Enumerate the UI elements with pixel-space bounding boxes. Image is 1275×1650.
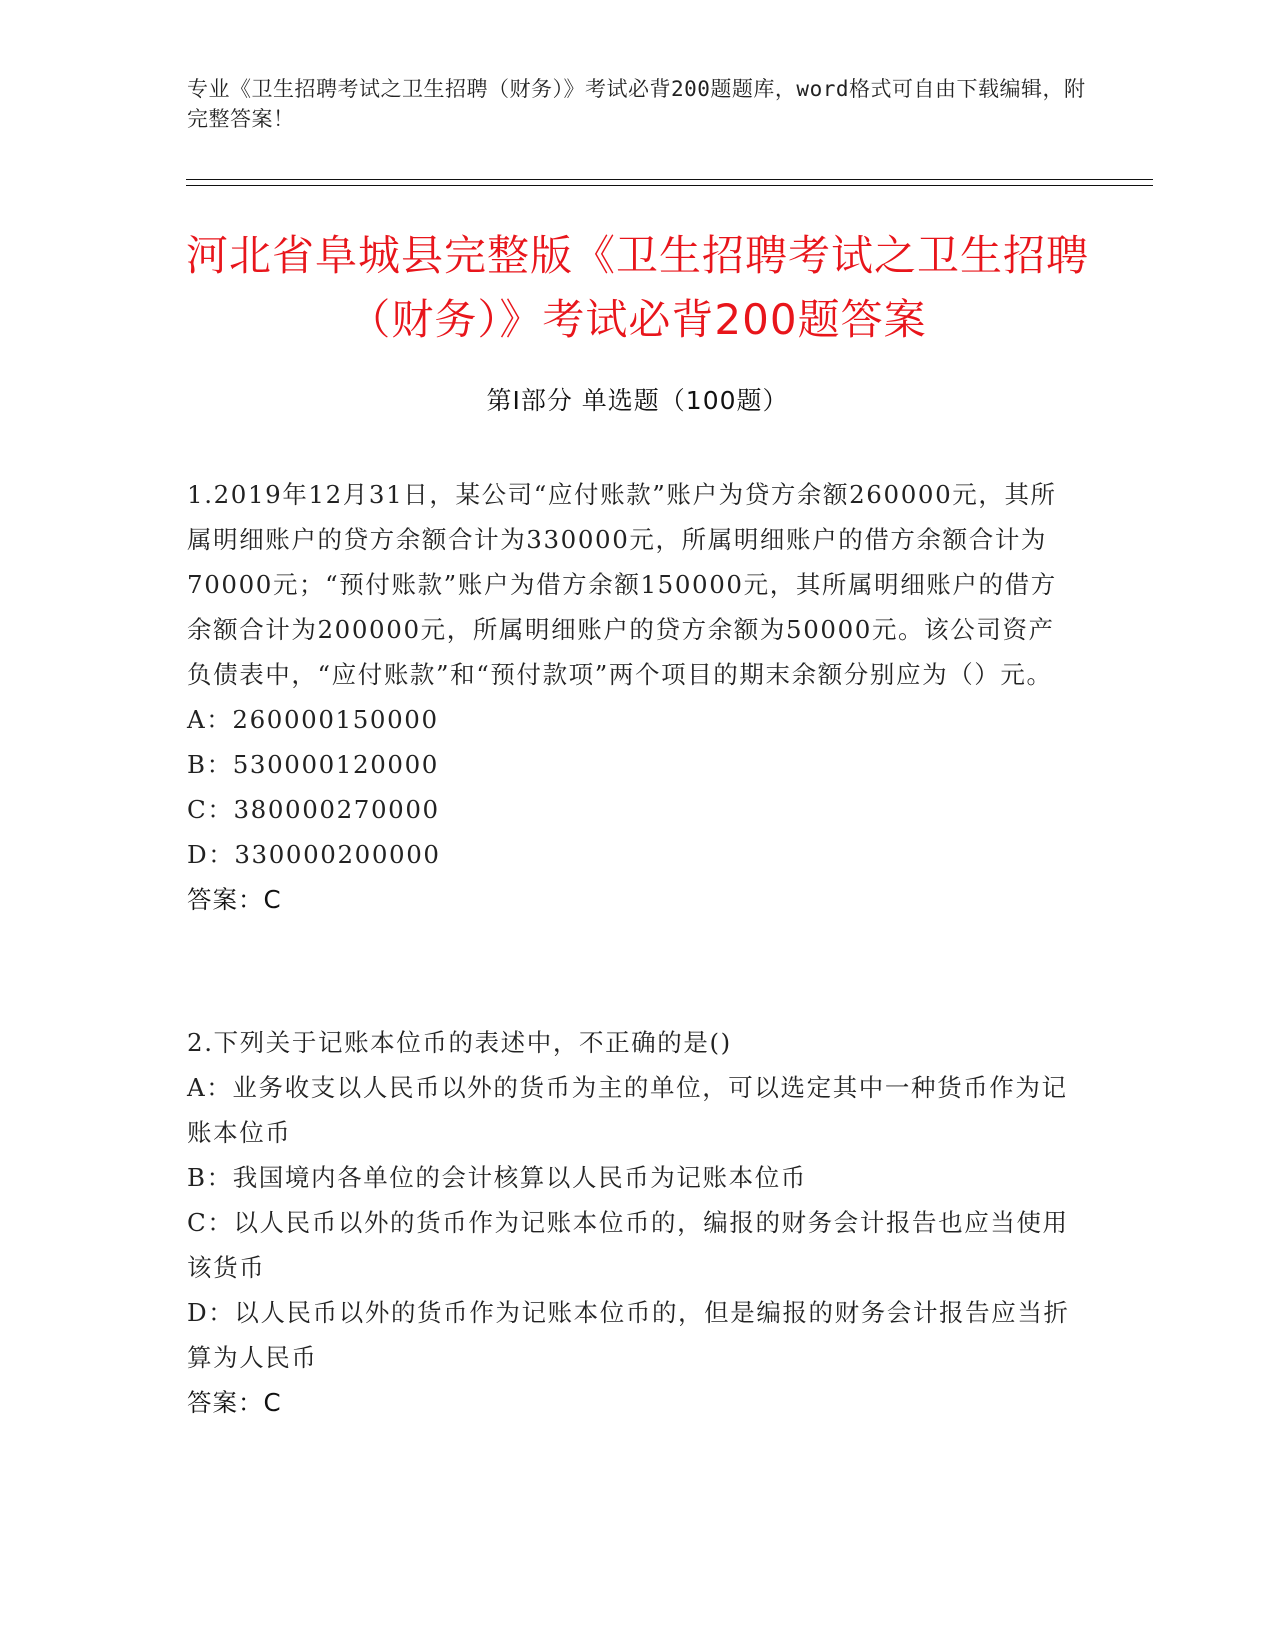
option-c: C：以人民币以外的货币作为记账本位币的，编报的财务会计报告也应当使用该货币 (187, 1208, 1069, 1282)
question-stem: 1.2019年12月31日，某公司“应付账款”账户为贷方余额260000元，其所属明细账户的贷方余额合计为330000元，所属明细账户的借方余额合计为70000元；“预付账款”账户为借方余额150000元，其所属明细账户的借方余额合计为200000元，所属明细账户的贷方余额为50000元。该公司资产负债表中，“应付账款”和“预付款项”两个项目的期末余额分别应为（）元。 (187, 480, 1057, 689)
option-b: B：我国境内各单位的会计核算以人民币为记账本位币 (187, 1163, 807, 1192)
section-heading: 第Ⅰ部分 单选题（100题） (486, 386, 789, 415)
option-d: D：以人民币以外的货币作为记账本位币的，但是编报的财务会计报告应当折算为人民币 (187, 1298, 1070, 1372)
question-2 (187, 1020, 1077, 1425)
option-a: A：业务收支以人民币以外的货币为主的单位，可以选定其中一种货币作为记账本位币 (187, 1073, 1068, 1147)
header-divider-top (186, 179, 1153, 180)
document-title: 河北省阜城县完整版《卫生招聘考试之卫生招聘（财务）》考试必背200题答案 (185, 231, 1089, 344)
option-b: B：530000120000 (187, 750, 439, 779)
header-divider-bottom (186, 185, 1153, 186)
option-c: C：380000270000 (187, 795, 440, 824)
option-a: A：260000150000 (187, 705, 439, 734)
header-note: 专业《卫生招聘考试之卫生招聘（财务）》考试必背200题题库，word格式可自由下载编辑，附完整答案！ (187, 77, 1086, 131)
answer: 答案：C (187, 1388, 282, 1417)
question-stem: 2.下列关于记账本位币的表述中，不正确的是() (187, 1028, 732, 1057)
answer: 答案：C (187, 885, 282, 914)
question-1 (187, 472, 1077, 922)
option-d: D：330000200000 (187, 840, 441, 869)
